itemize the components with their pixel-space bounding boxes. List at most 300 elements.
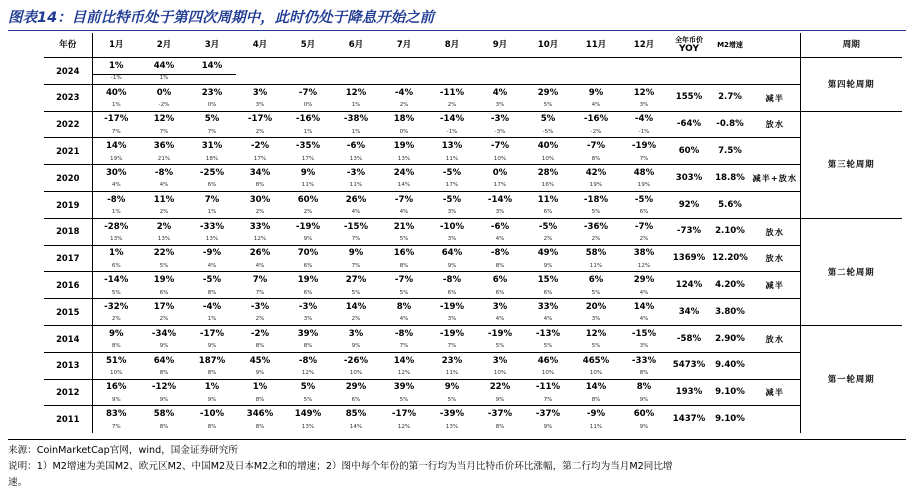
m2-yoy-cell: 8% [591,155,601,162]
price-change-cell: 27% [332,272,380,289]
price-change-cell: -7% [572,138,620,155]
m2-yoy-cell: 9% [255,369,265,376]
price-change-cell: 49% [524,245,572,262]
m2-yoy-cell: 6% [543,209,553,216]
price-change-cell: 4% [476,84,524,101]
price-change-cell: 9% [332,245,380,262]
price-change-cell: 5% [524,111,572,128]
event-note-cell [750,406,800,433]
m2-yoy-cell: 10% [493,155,507,162]
price-change-cell: -11% [428,84,476,101]
price-change-cell: -10% [188,406,236,423]
m2-yoy-cell: 4% [207,262,217,269]
price-change-cell: 22% [140,245,188,262]
price-change-cell: 33% [524,299,572,316]
year-cell: 2016 [44,272,92,299]
m2-yoy-cell: 17% [253,155,267,162]
price-change-cell: 46% [524,352,572,369]
m2-yoy-cell: 14% [349,424,363,430]
bitcoin-monthly-table [44,33,902,433]
m2-yoy-cell: 9% [543,424,553,430]
m2-yoy-cell: 7% [351,236,361,242]
table-row [44,325,902,342]
price-change-cell: -4% [380,84,428,101]
price-change-cell [620,58,668,75]
table-row [44,299,902,316]
m2-yoy-cell: 17% [493,182,507,189]
price-change-cell [284,58,332,75]
price-change-cell: -14% [92,272,140,289]
price-change-cell: -14% [476,191,524,208]
price-change-cell: -5% [620,191,668,208]
price-change-cell: 44% [140,58,188,75]
price-change-cell: -9% [188,245,236,262]
m2-yoy-cell: 7% [351,262,361,269]
price-change-cell: -8% [476,245,524,262]
price-change-cell: 60% [284,191,332,208]
yoy-cell [668,58,710,85]
year-cell: 2019 [44,191,92,218]
m2-yoy-cell: 5% [543,102,553,109]
header-note [750,33,800,58]
price-change-cell: -4% [620,111,668,128]
m2-growth-cell: 2.90% [710,325,750,352]
m2-yoy-cell: 9% [543,262,553,269]
m2-yoy-cell: 9% [111,396,121,403]
price-change-cell: -35% [284,138,332,155]
year-cell: 2020 [44,165,92,192]
m2-yoy-cell: 8% [495,262,505,269]
yoy-cell: 193% [668,379,710,406]
m2-yoy-cell: 5% [495,343,505,350]
table-row [44,245,902,262]
price-change-cell: 3% [236,84,284,101]
price-change-cell: -39% [428,406,476,423]
table-row [44,138,902,155]
yoy-cell: 1437% [668,406,710,433]
price-change-cell: -6% [476,218,524,235]
price-change-cell: -8% [428,272,476,289]
price-change-cell: -8% [92,191,140,208]
m2-yoy-cell: 11% [445,155,459,162]
m2-yoy-cell: 5% [543,343,553,350]
price-change-cell: 48% [620,165,668,182]
price-change-cell: 21% [380,218,428,235]
m2-yoy-cell: 6% [111,262,121,269]
m2-yoy-cell: 19% [637,182,651,189]
m2-yoy-cell: 12% [301,369,315,376]
m2-yoy-cell [572,74,620,84]
price-change-cell: 51% [92,352,140,369]
price-change-cell: 58% [572,245,620,262]
year-cell: 2023 [44,84,92,111]
m2-yoy-cell: 12% [397,424,411,430]
footer-note-line1: 说明：1）M2增速为美国M2、欧元区M2、中国M2及日本M2之和的增速；2）图中每个年份的第一行均为当月比特币价环比涨幅，第二行均为当月M2同比增 [8,461,673,472]
m2-yoy-cell: 10% [541,369,555,376]
m2-yoy-cell: 5% [591,343,601,350]
price-change-cell: 33% [236,218,284,235]
m2-yoy-cell: -2% [590,128,602,135]
header-cycle: 周期 [800,33,902,58]
m2-yoy-cell: 13% [349,155,363,162]
m2-growth-cell: 18.8% [710,165,750,192]
price-change-cell: -38% [332,111,380,128]
price-change-cell: 1% [188,379,236,396]
header-yoy-bottom: YOY [678,43,700,54]
m2-yoy-cell: 1% [111,102,121,109]
m2-yoy-cell: 4% [639,316,649,323]
yoy-cell: 92% [668,191,710,218]
m2-yoy-cell: 2% [447,102,457,109]
price-change-cell: 16% [92,379,140,396]
price-change-cell: -18% [572,191,620,208]
price-change-cell: -17% [236,111,284,128]
m2-yoy-cell: 13% [301,424,315,430]
price-change-cell: 19% [380,138,428,155]
year-cell: 2022 [44,111,92,138]
event-note-cell: 放水 [750,245,800,272]
price-change-cell: 39% [380,379,428,396]
m2-yoy-cell: 11% [301,182,315,189]
price-change-cell: -7% [476,138,524,155]
price-change-cell: -37% [524,406,572,423]
m2-yoy-cell: 9% [639,396,649,403]
price-change-cell: -2% [236,138,284,155]
year-cell: 2012 [44,379,92,406]
price-change-cell: 7% [188,191,236,208]
m2-growth-cell: -0.8% [710,111,750,138]
m2-yoy-cell: 19% [589,182,603,189]
header-month: 11月 [572,33,620,58]
price-change-cell: -6% [332,138,380,155]
price-change-cell: -7% [380,272,428,289]
event-note-cell: 放水 [750,218,800,245]
m2-yoy-cell: 4% [639,289,649,296]
price-change-cell: 3% [476,299,524,316]
price-change-cell [428,58,476,75]
m2-yoy-cell: 13% [397,155,411,162]
price-change-cell: 40% [92,84,140,101]
price-change-cell: -15% [332,218,380,235]
m2-yoy-cell: 6% [303,262,313,269]
m2-yoy-cell: 2% [351,316,361,323]
table-row [44,58,902,75]
m2-growth-cell [710,58,750,85]
price-change-cell: 17% [140,299,188,316]
m2-yoy-cell: 10% [493,369,507,376]
price-change-cell: 2% [140,218,188,235]
m2-yoy-cell: 7% [111,128,121,135]
m2-yoy-cell: 1% [351,102,361,109]
price-change-cell: -19% [620,138,668,155]
price-change-cell: -5% [188,272,236,289]
price-change-cell: -33% [620,352,668,369]
m2-yoy-cell [476,74,524,84]
cycle-label-cell: 第二轮周期 [800,218,902,325]
m2-yoy-cell: 4% [399,316,409,323]
price-change-cell: 26% [332,191,380,208]
m2-yoy-cell: 6% [543,289,553,296]
price-change-cell: 45% [236,352,284,369]
cycle-label-cell: 第三轮周期 [800,111,902,218]
footer-note-line2: 速。 [8,477,28,488]
price-change-cell: 83% [92,406,140,423]
price-change-cell: 9% [284,165,332,182]
price-change-cell: 187% [188,352,236,369]
price-change-cell [332,58,380,75]
m2-growth-cell: 9.10% [710,406,750,433]
price-change-cell: -32% [92,299,140,316]
m2-yoy-cell: 4% [543,316,553,323]
header-month: 12月 [620,33,668,58]
cycle-label-cell: 第一轮周期 [800,325,902,433]
price-change-cell: 6% [572,272,620,289]
yoy-cell: 303% [668,165,710,192]
header-yoy [668,33,710,58]
price-change-cell: -5% [428,165,476,182]
price-change-cell: 70% [284,245,332,262]
m2-yoy-cell: 4% [399,209,409,216]
price-change-cell: 12% [620,84,668,101]
event-note-cell [750,58,800,85]
m2-yoy-cell: 9% [207,343,217,350]
header-month: 10月 [524,33,572,58]
m2-yoy-cell: 0% [207,102,217,109]
m2-yoy-cell: 2% [543,236,553,242]
m2-yoy-cell: 7% [111,424,121,430]
price-change-cell: -5% [428,191,476,208]
price-change-cell: 39% [284,325,332,342]
price-change-cell: -13% [524,325,572,342]
event-note-cell [750,352,800,379]
table-row [44,352,902,369]
event-note-cell: 放水 [750,325,800,352]
price-change-cell: -26% [332,352,380,369]
price-change-cell: 30% [236,191,284,208]
price-change-cell: -19% [428,325,476,342]
m2-yoy-cell: 11% [445,369,459,376]
m2-yoy-cell: 11% [589,262,603,269]
m2-yoy-cell: 13% [110,236,123,242]
price-change-cell: -19% [428,299,476,316]
m2-yoy-cell: 9% [495,396,505,403]
m2-yoy-cell: 8% [207,424,217,430]
price-change-cell: 8% [620,379,668,396]
price-change-cell: 149% [284,406,332,423]
event-note-cell: 减半 [750,84,800,111]
m2-yoy-cell: 12% [637,262,651,269]
header-month: 6月 [332,33,380,58]
header-year: 年份 [44,33,92,58]
table-row [44,111,902,128]
m2-yoy-cell: 7% [255,289,265,296]
m2-yoy-cell: 9% [351,343,361,350]
title-underline [8,30,906,31]
m2-yoy-cell: 6% [351,396,361,403]
m2-yoy-cell: 3% [447,316,457,323]
m2-yoy-cell: 5% [159,262,169,269]
price-change-cell: 1% [236,379,284,396]
m2-yoy-cell: 3% [447,236,457,242]
price-change-cell: 14% [620,299,668,316]
m2-yoy-cell [380,74,428,84]
price-change-cell: -16% [284,111,332,128]
m2-yoy-cell: 8% [255,424,265,430]
m2-yoy-cell: 7% [447,343,457,350]
price-change-cell: -3% [476,111,524,128]
price-change-cell: 20% [572,299,620,316]
price-change-cell: -28% [92,218,140,235]
price-change-cell [524,58,572,75]
price-change-cell: 26% [236,245,284,262]
m2-yoy-cell: 9% [303,236,313,242]
price-change-cell: -7% [620,218,668,235]
price-change-cell: 12% [572,325,620,342]
m2-yoy-cell [332,74,380,84]
m2-yoy-cell: 3% [447,209,457,216]
price-change-cell: 0% [476,165,524,182]
yoy-cell: 1369% [668,245,710,272]
price-change-cell: 34% [236,165,284,182]
m2-growth-cell: 7.5% [710,138,750,165]
price-change-cell: -7% [380,191,428,208]
yoy-cell: -64% [668,111,710,138]
header-m2: M2增速 [710,33,750,58]
price-change-cell: 60% [620,406,668,423]
price-change-cell: 1% [92,58,140,75]
header-month: 8月 [428,33,476,58]
header-yoy-top: 全年币价 [675,35,703,44]
m2-yoy-cell: 5% [399,396,409,403]
m2-yoy-cell: 1% [207,209,217,216]
m2-yoy-cell: 2% [159,316,169,323]
price-change-cell: 12% [140,111,188,128]
header-month: 1月 [92,33,140,58]
m2-yoy-cell: 0% [303,102,313,109]
m2-yoy-cell: 16% [541,182,555,189]
m2-yoy-cell: 19% [110,155,123,162]
table-row [44,406,902,423]
m2-yoy-cell: 5% [399,236,409,242]
m2-yoy-cell [524,74,572,84]
yoy-cell: -73% [668,218,710,245]
price-change-cell [236,58,284,75]
price-change-cell [476,58,524,75]
price-change-cell: 23% [188,84,236,101]
m2-yoy-cell: 8% [399,262,409,269]
price-change-cell: -9% [572,406,620,423]
m2-yoy-cell: 6% [447,289,457,296]
yoy-cell: 155% [668,84,710,111]
price-change-cell: -5% [524,218,572,235]
event-note-cell [750,299,800,326]
price-change-cell: 5% [284,379,332,396]
price-change-cell: 24% [380,165,428,182]
m2-yoy-cell: 0% [399,128,409,135]
m2-yoy-cell: 4% [495,316,505,323]
m2-yoy-cell: 8% [159,424,169,430]
m2-yoy-cell: 6% [639,209,649,216]
year-cell: 2011 [44,406,92,433]
price-change-cell: -37% [476,406,524,423]
m2-yoy-cell: 11% [349,182,363,189]
header-month: 3月 [188,33,236,58]
price-change-cell: 64% [140,352,188,369]
m2-yoy-cell [188,74,236,84]
year-cell: 2024 [44,58,92,85]
m2-yoy-cell: 2% [159,209,169,216]
m2-yoy-cell: 3% [639,102,649,109]
event-note-cell [750,191,800,218]
m2-yoy-cell: 2% [639,236,649,242]
table-row [44,218,902,235]
price-change-cell: 9% [92,325,140,342]
header-month: 7月 [380,33,428,58]
price-change-cell: 19% [284,272,332,289]
m2-yoy-cell: 12% [397,369,411,376]
price-change-cell: 40% [524,138,572,155]
yoy-cell: 60% [668,138,710,165]
m2-yoy-cell: 18% [205,155,219,162]
m2-yoy-cell: 9% [207,396,217,403]
price-change-cell: -19% [476,325,524,342]
m2-yoy-cell: 6% [495,289,505,296]
m2-growth-cell: 2.7% [710,84,750,111]
table-body [44,58,902,434]
m2-growth-cell: 9.10% [710,379,750,406]
m2-yoy-cell: 5% [399,289,409,296]
m2-yoy-cell: 5% [447,396,457,403]
m2-yoy-cell [284,74,332,84]
yoy-cell: 124% [668,272,710,299]
header-month: 4月 [236,33,284,58]
price-change-cell: 3% [332,325,380,342]
price-change-cell: 29% [620,272,668,289]
year-cell: 2018 [44,218,92,245]
price-change-cell: -8% [380,325,428,342]
m2-yoy-cell: 10% [349,369,363,376]
year-cell: 2021 [44,138,92,165]
m2-yoy-cell [620,74,668,84]
m2-yoy-cell: -1% [638,128,650,135]
m2-yoy-cell: 3% [639,343,649,350]
price-change-cell: 18% [380,111,428,128]
price-change-cell: -7% [284,84,332,101]
m2-yoy-cell: 5% [351,289,361,296]
price-change-cell: 16% [380,245,428,262]
m2-yoy-cell: 7% [159,128,169,135]
m2-yoy-cell: 8% [591,396,601,403]
price-change-cell: 23% [428,352,476,369]
m2-yoy-cell: 9% [639,424,649,430]
m2-yoy-cell: 6% [159,289,169,296]
m2-yoy-cell: 10% [589,369,603,376]
m2-yoy-cell [236,74,284,84]
event-note-cell: 减半+放水 [750,165,800,192]
price-change-cell: -11% [524,379,572,396]
price-change-cell: -14% [428,111,476,128]
price-change-cell: 85% [332,406,380,423]
m2-yoy-cell: 10% [541,155,555,162]
m2-yoy-cell: 9% [447,262,457,269]
price-change-cell: 14% [380,352,428,369]
m2-growth-cell: 3.80% [710,299,750,326]
m2-yoy-cell: 5% [591,289,601,296]
m2-yoy-cell: 2% [303,209,313,216]
figure-title: 图表14：目前比特币处于第四次周期中，此时仍处于降息开始之前 [8,10,435,26]
m2-yoy-cell: 2% [399,102,409,109]
price-change-cell: 31% [188,138,236,155]
